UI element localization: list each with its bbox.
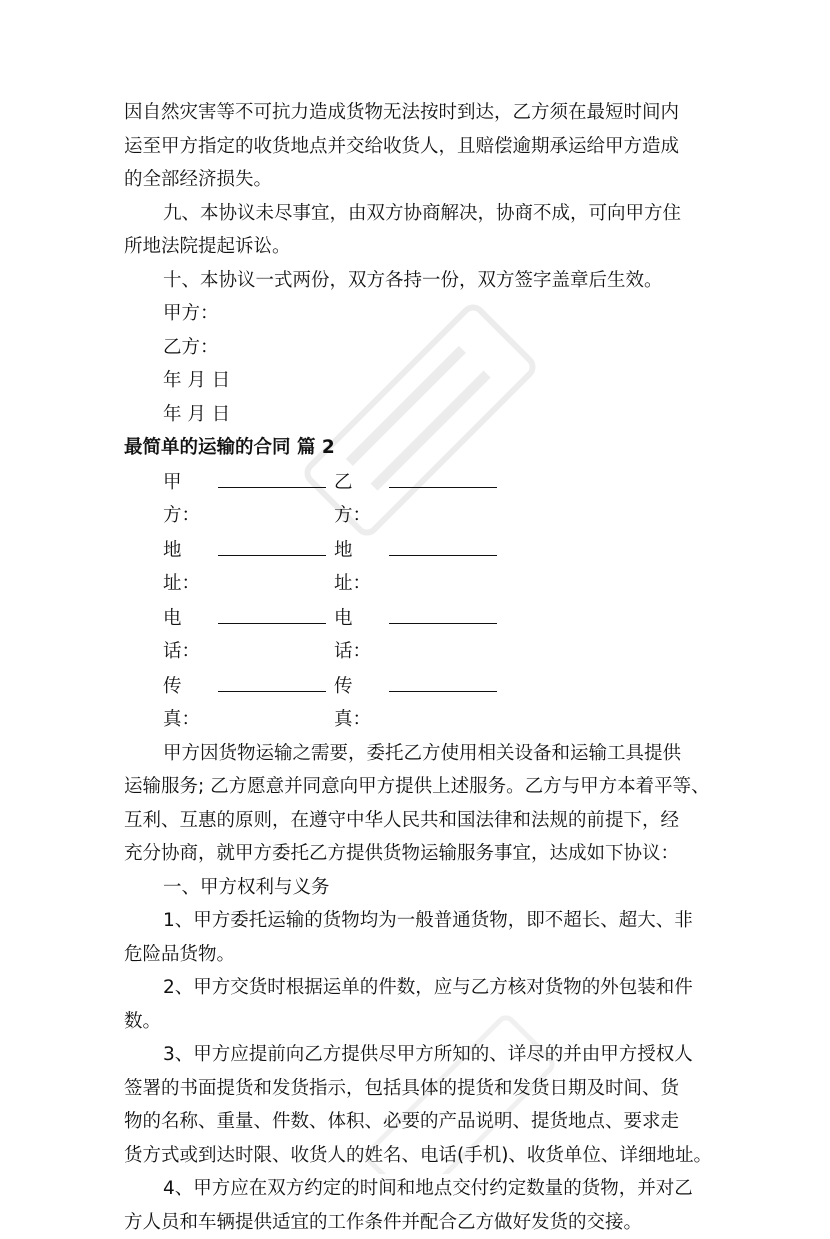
item-3-line: 货方式或到达时限、收货人的姓名、电话(手机)、收货单位、详细地址。 xyxy=(124,1139,714,1173)
form-row xyxy=(124,601,714,669)
signature-date: 年 月 日 xyxy=(124,398,714,432)
clause-10: 十、本协议一式两份，双方各持一份，双方签字盖章后生效。 xyxy=(124,264,714,298)
preamble-line: 充分协商，就甲方委托乙方提供货物运输服务事宜，达成如下协议： xyxy=(124,837,714,871)
form-blank xyxy=(218,601,326,624)
section-heading: 最简单的运输的合同 篇 2 xyxy=(124,431,714,465)
item-4-line: 4、甲方应在双方约定的时间和地点交付约定数量的货物，并对乙 xyxy=(124,1172,714,1206)
continuation-line: 运至甲方指定的收货地点并交给收货人，且赔偿逾期承运给甲方造成 xyxy=(124,130,714,164)
form-blank xyxy=(218,533,326,556)
item-2-line: 数。 xyxy=(124,1005,714,1039)
clause-9-line: 九、本协议未尽事宜，由双方协商解决，协商不成，可向甲方住 xyxy=(124,197,714,231)
item-4-line: 方人员和车辆提供适宜的工作条件并配合乙方做好发货的交接。 xyxy=(124,1206,714,1239)
form-label: 电话： xyxy=(334,602,389,669)
form-blank xyxy=(389,669,497,692)
preamble-line: 运输服务; 乙方愿意并同意向甲方提供上述服务。乙方与甲方本着平等、 xyxy=(124,770,714,804)
form-label: 甲方： xyxy=(163,466,218,533)
form-label: 传真： xyxy=(334,670,389,737)
item-3-line: 物的名称、重量、件数、体积、必要的产品说明、提货地点、要求走 xyxy=(124,1105,714,1139)
item-1-line: 1、甲方委托运输的货物均为一般普通货物，即不超长、超大、非 xyxy=(124,904,714,938)
item-3-line: 3、甲方应提前向乙方提供尽甲方所知的、详尽的并由甲方授权人 xyxy=(124,1038,714,1072)
form-label: 传真： xyxy=(163,670,218,737)
signature-party-b: 乙方： xyxy=(124,331,714,365)
form-label: 电话： xyxy=(163,602,218,669)
form-blank xyxy=(218,669,326,692)
continuation-line: 的全部经济损失。 xyxy=(124,163,714,197)
signature-party-a: 甲方： xyxy=(124,297,714,331)
signature-date: 年 月 日 xyxy=(124,364,714,398)
clause-9-line: 所地法院提起诉讼。 xyxy=(124,230,714,264)
form-row xyxy=(124,465,714,533)
form-label: 地址： xyxy=(163,534,218,601)
section-one-title: 一、甲方权利与义务 xyxy=(124,871,714,905)
form-blank xyxy=(389,601,497,624)
item-2-line: 2、甲方交货时根据运单的件数，应与乙方核对货物的外包装和件 xyxy=(124,971,714,1005)
form-row xyxy=(124,669,714,737)
item-1-line: 危险品货物。 xyxy=(124,938,714,972)
form-row xyxy=(124,533,714,601)
continuation-line: 因自然灾害等不可抗力造成货物无法按时到达，乙方须在最短时间内 xyxy=(124,96,714,130)
item-3-line: 签署的书面提货和发货指示，包括具体的提货和发货日期及时间、货 xyxy=(124,1072,714,1106)
form-blank xyxy=(218,465,326,488)
form-blank xyxy=(389,533,497,556)
form-label: 地址： xyxy=(334,534,389,601)
document-page xyxy=(124,96,714,1239)
form-blank xyxy=(389,465,497,488)
form-label: 乙方： xyxy=(334,466,389,533)
preamble-line: 互利、互惠的原则，在遵守中华人民共和国法律和法规的前提下，经 xyxy=(124,804,714,838)
preamble-line: 甲方因货物运输之需要，委托乙方使用相关设备和运输工具提供 xyxy=(124,737,714,771)
